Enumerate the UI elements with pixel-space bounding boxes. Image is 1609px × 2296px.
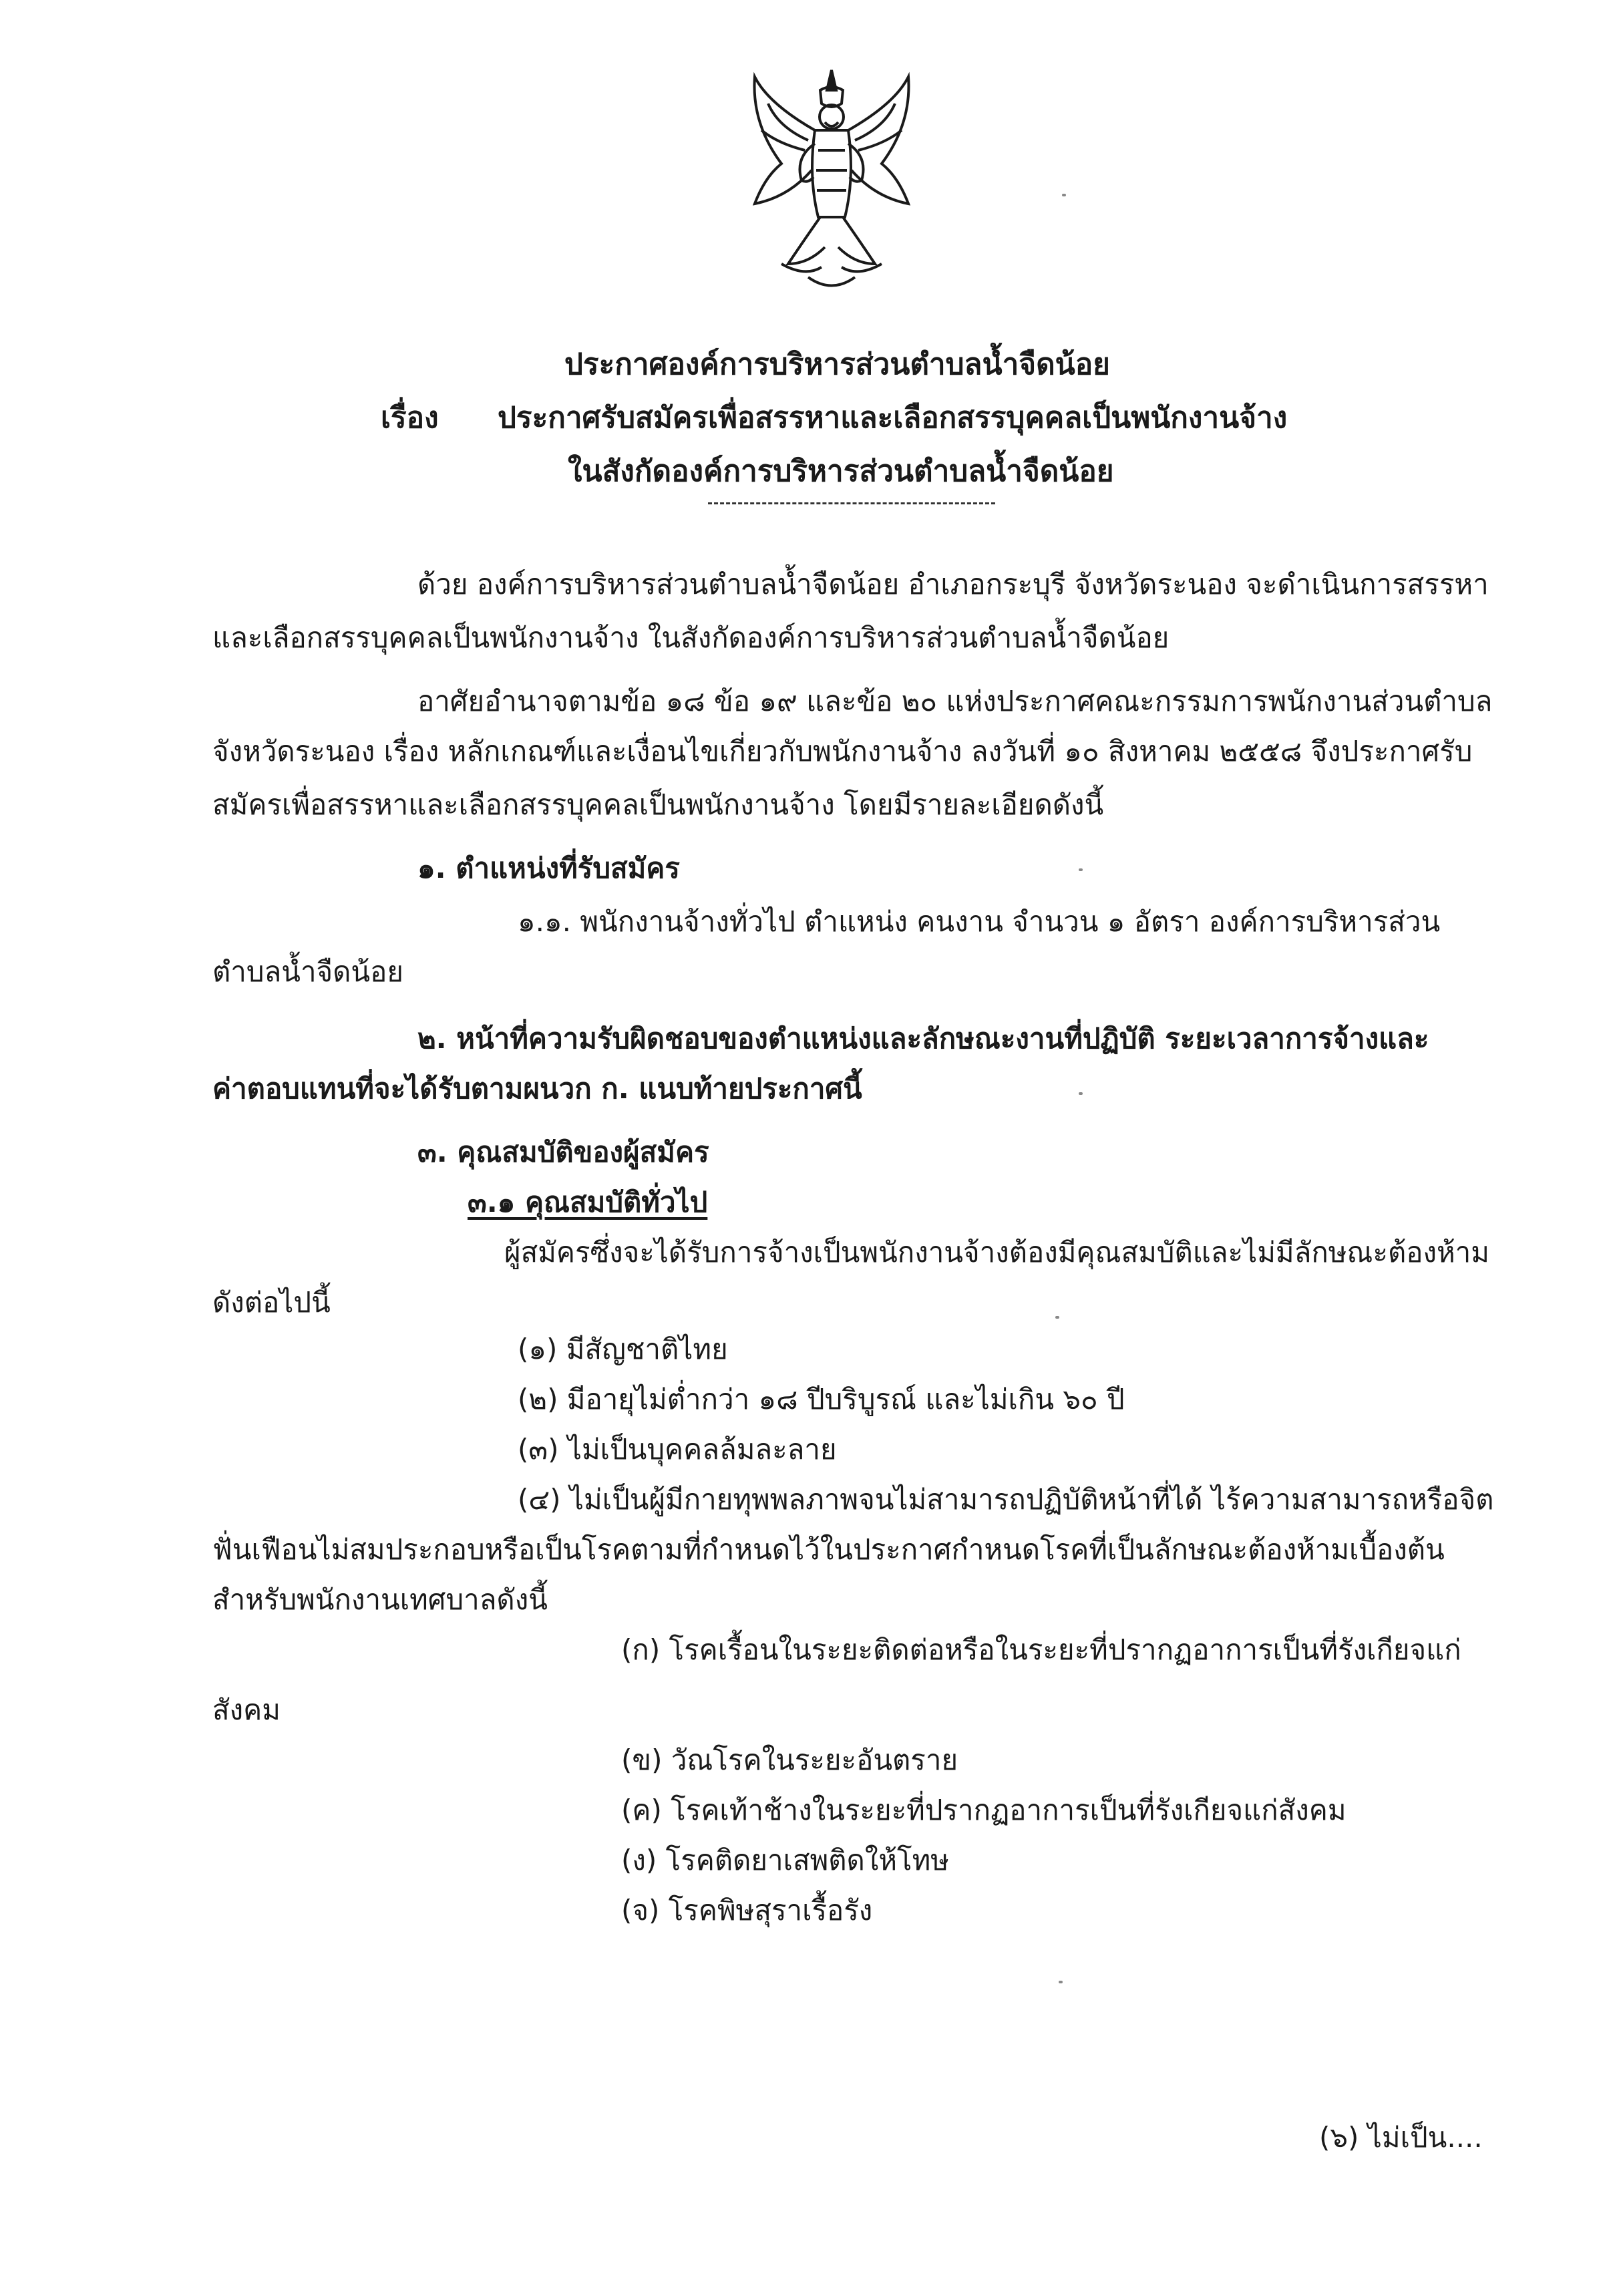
scan-speck: [1062, 194, 1066, 196]
section-2-line-2: ค่าตอบแทนที่จะได้รับตามผนวก ก. แนบท้ายประกาศนี้: [212, 1072, 862, 1105]
announcement-affiliation: ในสังกัดองค์การบริหารส่วนตำบลน้ำจืดน้อย: [568, 454, 1114, 488]
scan-speck: [1059, 1981, 1063, 1983]
announcement-subject: ประกาศรับสมัครเพื่อสรรหาและเลือกสรรบุคคลเป็นพนักงานจ้าง: [498, 401, 1288, 435]
subject-label: เรื่อง: [381, 401, 439, 435]
intro-paragraph-2-line-2: จังหวัดระนอง เรื่อง หลักเกณฑ์และเงื่อนไขเกี่ยวกับพนักงานจ้าง ลงวันที่ ๑๐ สิงหาคม ๒๕๕๘ จึงประกาศรับ: [212, 735, 1473, 768]
qualification-item-4-line-1: (๔) ไม่เป็นผู้มีกายทุพพลภาพจนไม่สามารถปฏิบัติหน้าที่ได้ ไร้ความสามารถหรือจิต: [518, 1483, 1494, 1516]
scan-speck: [1055, 1316, 1059, 1319]
scan-speck: [1079, 1092, 1083, 1095]
announcement-title: ประกาศองค์การบริหารส่วนตำบลน้ำจืดน้อย: [564, 347, 1110, 381]
disease-e: (จ) โรคพิษสุราเรื้อรัง: [621, 1894, 873, 1927]
scan-speck: [1079, 868, 1083, 871]
continuation-note: (๖) ไม่เป็น....: [1319, 2121, 1483, 2154]
garuda-emblem-icon: [741, 63, 922, 297]
intro-paragraph-1-line-2: และเลือกสรรบุคคลเป็นพนักงานจ้าง ในสังกัดองค์การบริหารส่วนตำบลน้ำจืดน้อย: [212, 621, 1170, 654]
section-1-item-line-2: ตำบลน้ำจืดน้อย: [212, 955, 403, 988]
disease-a-line-1: (ก) โรคเรื้อนในระยะติดต่อหรือในระยะที่ปรากฏอาการเป็นที่รังเกียจแก่: [621, 1633, 1461, 1666]
header-separator: [708, 502, 995, 504]
section-2-line-1: ๒. หน้าที่ความรับผิดชอบของตำแหน่งและลักษณะงานที่ปฏิบัติ ระยะเวลาการจ้างและ: [417, 1022, 1429, 1055]
qualification-item-4-line-3: สำหรับพนักงานเทศบาลดังนี้: [212, 1583, 548, 1616]
qualification-item-1: (๑) มีสัญชาติไทย: [518, 1333, 728, 1365]
disease-c: (ค) โรคเท้าช้างในระยะที่ปรากฏอาการเป็นที่รังเกียจแก่สังคม: [621, 1794, 1347, 1826]
section-3-lead-line-1: ผู้สมัครซึ่งจะได้รับการจ้างเป็นพนักงานจ้างต้องมีคุณสมบัติและไม่มีลักษณะต้องห้าม: [504, 1236, 1489, 1269]
qualification-item-4-line-2: ฟั่นเฟือนไม่สมประกอบหรือเป็นโรคตามที่กำหนดไว้ในประกาศกำหนดโรคที่เป็นลักษณะต้องห้ามเบื้องต้น: [212, 1533, 1445, 1566]
qualification-item-3: (๓) ไม่เป็นบุคคลล้มละลาย: [518, 1433, 837, 1466]
qualification-item-2: (๒) มีอายุไม่ต่ำกว่า ๑๘ ปีบริบูรณ์ และไม่เกิน ๖๐ ปี: [518, 1383, 1125, 1416]
section-1-title: ๑. ตำแหน่งที่รับสมัคร: [417, 852, 680, 884]
section-3-lead-line-2: ดังต่อไปนี้: [212, 1286, 331, 1319]
intro-paragraph-2-line-3: สมัครเพื่อสรรหาและเลือกสรรบุคคลเป็นพนักงานจ้าง โดยมีรายละเอียดดังนี้: [212, 788, 1104, 821]
section-3-1-title: ๓.๑ คุณสมบัติทั่วไป: [468, 1186, 708, 1218]
section-3-title: ๓. คุณสมบัติของผู้สมัคร: [417, 1136, 709, 1168]
intro-paragraph-1-line-1: ด้วย องค์การบริหารส่วนตำบลน้ำจืดน้อย อำเภอกระบุรี จังหวัดระนอง จะดำเนินการสรรหา: [417, 568, 1489, 601]
intro-paragraph-2-line-1: อาศัยอำนาจตามข้อ ๑๘ ข้อ ๑๙ และข้อ ๒๐ แห่งประกาศคณะกรรมการพนักงานส่วนตำบล: [417, 685, 1493, 717]
disease-d: (ง) โรคติดยาเสพติดให้โทษ: [621, 1844, 949, 1876]
section-1-item-line-1: ๑.๑. พนักงานจ้างทั่วไป ตำแหน่ง คนงาน จำนวน ๑ อัตรา องค์การบริหารส่วน: [518, 905, 1441, 938]
disease-b: (ข) วัณโรคในระยะอันตราย: [621, 1744, 958, 1776]
disease-a-line-2: สังคม: [212, 1693, 281, 1726]
